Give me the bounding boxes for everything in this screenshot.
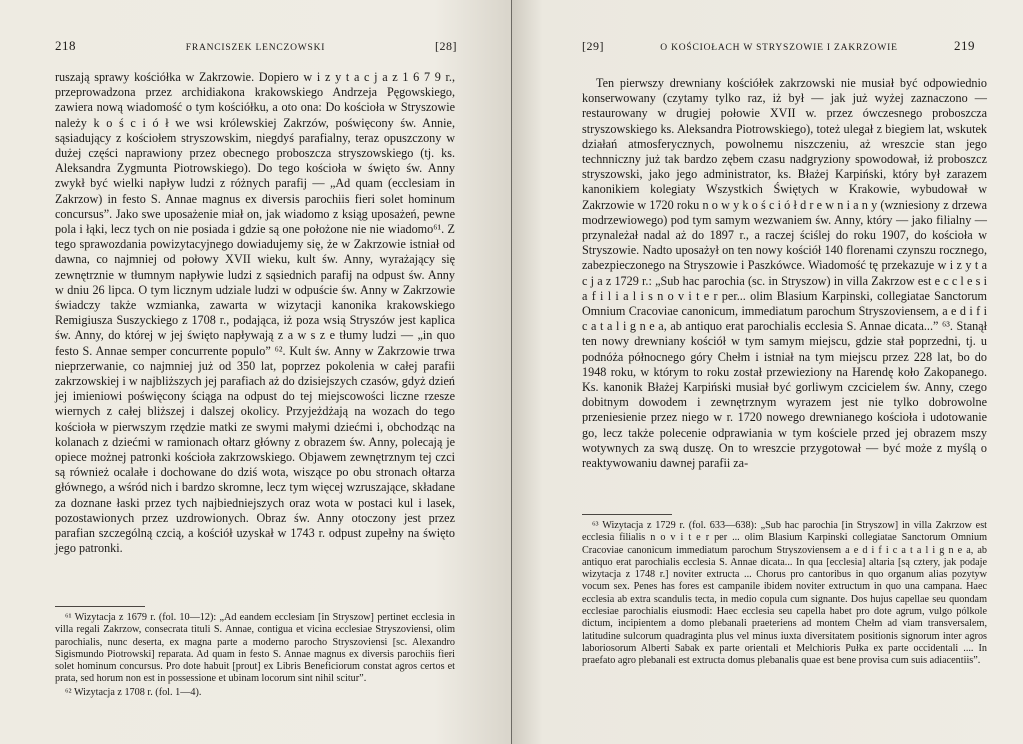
running-head: FRANCISZEK LENCZOWSKI — [185, 43, 326, 53]
left-page-header — [55, 38, 457, 54]
page-number: 219 — [953, 38, 975, 53]
right-footnotes — [582, 520, 987, 669]
left-body-text — [55, 70, 455, 557]
paragraph: Ten pierwszy drewniany kościółek zakrzowski nie musiał być odpowiednio konserwowany (czytamy tylko raz, iż był — jak już wyżej zaznaczono — restaurowany w drugiej połowie XVII w. przez ówczesnego proboszcza stryszowskiego ks. Aleksandra Piotrowskiego), toteż ulegał z biegiem lat, wskutek działań atmosferycznych, powolnemu niszczeniu, aż wreszcie stan jego technniczny już tak bardzo zębem czasu nadgryziony spowodował, iż proboszcz stryszowski, jako jego administrator, ks. Błażej Karpiński, który był zarazem kanonikiem kolegiaty Wszystkich Świętych w Krakowie, wybudował w Zakrzowie w 1720 roku n o w y k o ś c i ó ł d r e w n i a n y (wzniesiony z drzewa modrzewiowego) pod tym samym wezwaniem św. Anny, który — jako filialny — przynależał nadal aż do 1897 r., a raczej ściślej do roku 1907, do kościoła w Stryszowie. Nadto uposażył on ten nowy kościół 140 florenami czynszu rocznego, zabezpieczonego na Stryszowie i Paszkówce. Wiadomość tę przekazuje w i z y t a c j a z 1729 r.: „Sub hac parochia (sc. in Stryszow) in villa Zakrzow est e c c l e s i a f i l i a l i s n o v i t e r per... olim Blasium Karpinski, collegiatae Sanctorum Omnium Cracoviae canonicum, immediatum parochum Stryszoviensem, a e d i f i c a t a l i g n e a, ab antiquo erat parochialis ecclesia S. Annae dicata...” ⁶³. Stanął ten nowy drewniany kościół w tym samym miejscu, gdzie stał poprzedni, tj. u podnóża północnego góry Chełm i istniał na tym miejscu przez 228 lat, bo do 1948 roku, w którym to roku został przewieziony na Harendę koło Zakopanego. Ks. kanonik Błażej Karpiński musiał być gorliwym czcicielem św. Anny, czego dobitnym dowodem i zewnętrznym wyrazem jest nie tylko dobrowolne przeniesienie przez niego w r. 1720 nowego drewnianego kościoła i udotowanie go, lecz także polecenie odprawiania w tym kościele przed jej obrazem mszy wotywnych za swą duszę. On to wreszcie przygotował — być może z myślą o reaktywowaniu dawnej parafii za- — [582, 76, 987, 471]
footnote-61: ⁶¹ Wizytacja z 1679 r. (fol. 10—12): „Ad eandem ecclesiam [in Stryszow] pertinet ecclesia in villa regali Zakrzow, consecrata tituli S. Annae, contigua et vicina ecclesiae Stryszoviensi, olim parochialis, nunc deserta, ex magna parte a moderno parocho Stryszoviensi [sc. Alexandro Sigismundo Piotrowski] reparata. Ad quam in festo S. Annae magnus ex diversis parochiis fieri solet hominum concursus. Pro dote habuit [prout] ex Libris Beneficiorum constat agros certos et prata, sed horum non est in possessione et ubinam locorum sint nihil scitur”. — [55, 612, 455, 685]
right-page-header — [582, 38, 975, 54]
section-tag: [29] — [582, 39, 604, 53]
footnote-63: ⁶³ Wizytacja z 1729 r. (fol. 633—638): „Sub hac parochia [in Stryszow] in villa Zakrzow est ecclesia filialis n o v i t e r per ... olim Blasium Karpinski collegiatae Sanctorum Omnium Cracoviae canonicum immediatum parochum Stryszoviensem a e d i f i c a t a l i g n e a, ab antiquo erat parochialis ecclesia S. Annae dicata... In qua [ecclesia] altaria [są cztery, jak podaje wizytacja z 1748 r.] noviter extructa ... Chorus pro cantoribus in quo organum alias pozytyw vocum sex. Penes has fores est campanile ibidem noviter extructum in quo una campana. Haec ecclesia ab extra scandulis tecta, in medio copula cum signante. Dos hujus capellae seu quondam ecclesiae parochialis eiusmodi: Haec ecclesia seu capella habet pro dote agrum, vulgo pólkole dictum, incipientem a domo plebanali praeteriens ad montem Chełm ad viam transversalem, latitudine sulcorum quadraginta plus vel minus iuxta diversitatem positionis signorum inter agros laboriosorum Alberti Sabak ex parte orientali et Melchioris Pułka ex parte occidentali .... In praefato agro plebanali est extructa domus plebanalis quae est bene provisa cum suis adiacentiis”. — [582, 520, 987, 667]
left-footnotes — [55, 612, 455, 700]
footnote-rule — [582, 514, 672, 515]
footnote-rule — [55, 606, 145, 607]
section-tag: [28] — [434, 39, 457, 53]
right-page — [512, 0, 1023, 744]
page-number: 218 — [55, 38, 76, 53]
right-body-text — [582, 76, 987, 471]
left-page — [0, 0, 511, 744]
footnote-62: ⁶² Wizytacja z 1708 r. (fol. 1—4). — [65, 686, 202, 698]
running-head: O KOŚCIOŁACH W STRYSZOWIE I ZAKRZOWIE — [660, 43, 898, 53]
paragraph: ruszają sprawy kościółka w Zakrzowie. Dopiero w i z y t a c j a z 1 6 7 9 r., przeprowadzona przez archidiakona krakowskiego Andrzeja Pęgowskiego, zawiera nową wiadomość o tym kościółku, a oto ona: Do kościoła w Stryszowie należy k o ś c i ó ł we wsi królewskiej Zakrzów, poświęcony św. Annie, sąsiadujący z kościołem stryszowskim, niegdyś parafialny, teraz opuszczony w dużej części naprawiony przez obecnego proboszcza stryszowskiego (tj. ks. Aleksandra Zygmunta Piotrowskiego). Do tego kościoła w święto św. Anny zwykł być wielki napływ ludzi z różnych parafij — „Ad quam (ecclesiam in Zakrzow) in festo S. Annae magnus ex diversis parochiis fieri solet hominum concursus”. Jako swe uposażenie miał on, jak wiadomo z ksiąg uposażeń, pewne pola i łąki, lecz tych on nie posiada i gdzie są one położone nie nie wiadomo⁶¹. Z tego sprawozdania powizytacyjnego dowiadujemy się, że w Zakrzowie istniał od dawna, co najmniej od połowy XVII wieku, kult św. Anny, wyrażający się zewnętrznie w tłumnym napływie ludzi z sąsiednich parafij na odpust św. Anny w dniu 26 lipca. O tym licznym udziale ludzi w odpuście św. Anny w Zakrzowie świadczy także wzmianka, zawarta w wizytacji kanonika krakowskiego Remigiusza Suszyckiego z 1708 r., podająca, iż poza wsią Stryszów jest kaplica św. Anny, do której w jej święto napływają z a w s z e tłumy ludzi — „in quo festo S. Annae semper concurrente populo” ⁶². Kult św. Anny w Zakrzowie trwa nieprzerwanie, co najmniej już od 350 lat, poprzez pokolenia w całej parafii zakrzowskiej i w najbliższych jej parafiach aż do dzisiejszych czasów, gdyż dzień jej imieniowi poświęcony ściąga na odpust do tej miejscowości liczne rzesze wiernych z całej bliższej i dalszej okolicy. Przyjeżdżają na wozach do tego kościoła w pierwszym rzędzie matki ze swymi małymi dziećmi i, obchodząc na kolanach z dziećmi w ramionach ołtarz główny z obrazem św. Anny, polecają je opiece możnej patronki kościoła zakrzowskiego. Objawem zewnętrznym tej czci są również ocalałe i dochowane do dziś wota, wiszące po obu stronach ołtarza głównego, a wśród nich i bardzo skromne, lecz tym więcej wzruszające, składane za doznane łaski przez tych najbiedniejszych oraz wota w postaci kul i lasek, pozostawionych przez uzdrowionych. Obraz św. Anny otoczony jest przez parafian szczególną czcią, a kościół uzyskał w 1743 r. odpust zupełny na święto jego patronki. — [55, 70, 455, 556]
